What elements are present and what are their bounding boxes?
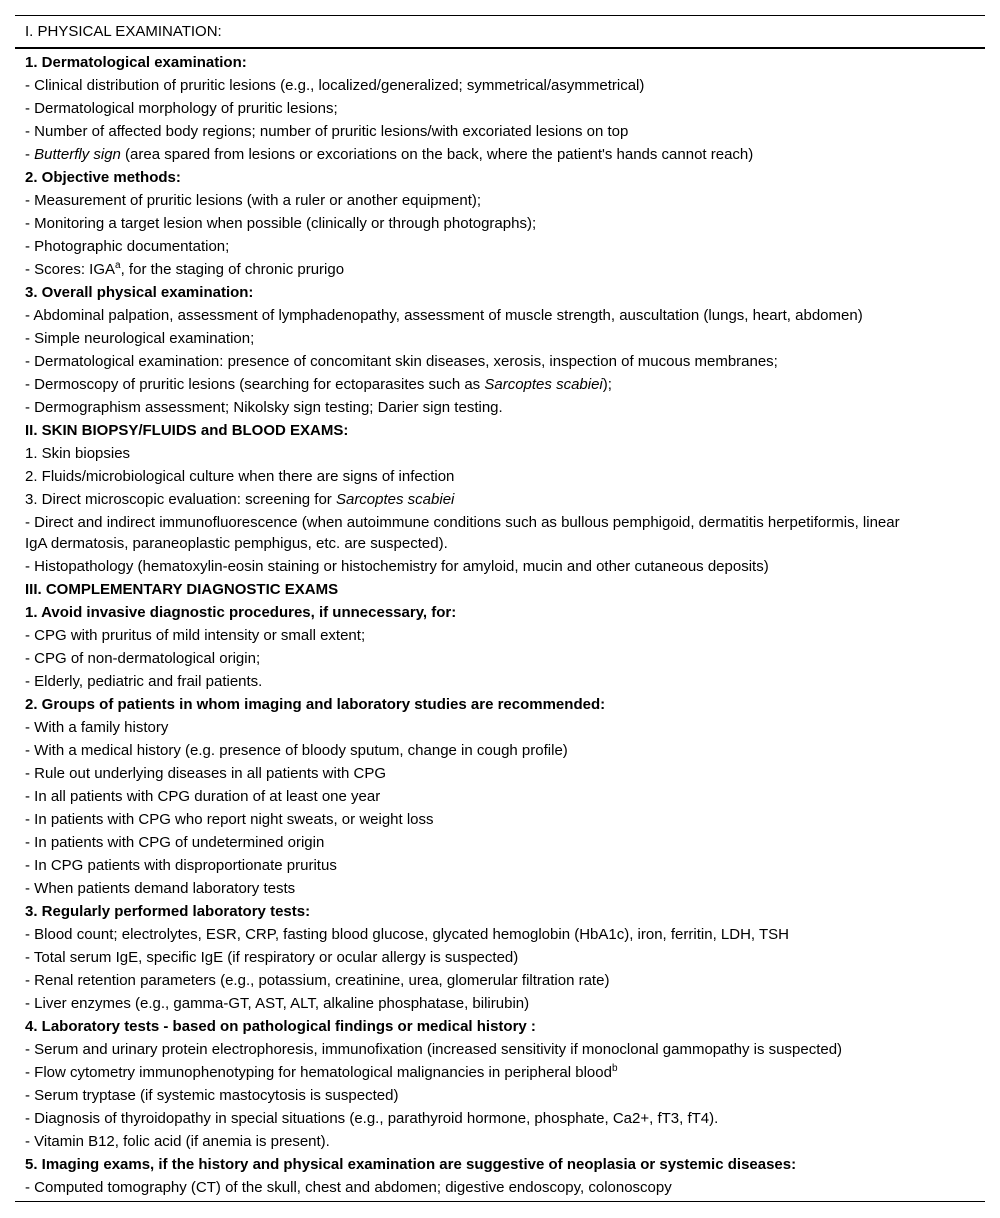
list-item <box>15 831 985 854</box>
list-item <box>15 511 985 555</box>
row-text: - Vitamin B12, folic acid (if anemia is present). <box>25 1133 330 1150</box>
row-text: - With a family history <box>25 719 169 736</box>
row-text: - CPG with pruritus of mild intensity or small extent; <box>25 627 366 644</box>
section-heading <box>15 166 985 189</box>
row-text: 1. Skin biopsies <box>25 445 131 462</box>
row-text: - In CPG patients with disproportionate pruritus <box>25 857 337 874</box>
row-text: - Monitoring a target lesion when possible (clinically or through photographs); <box>25 215 537 232</box>
row-text: - Serum tryptase (if systemic mastocytosis is suspected) <box>25 1087 399 1104</box>
list-item <box>15 716 985 739</box>
row-text: - In patients with CPG who report night sweats, or weight loss <box>25 811 434 828</box>
section-heading <box>15 601 985 624</box>
row-text: 2. Objective methods: <box>25 169 181 186</box>
list-item <box>15 74 985 97</box>
list-item <box>15 1038 985 1061</box>
row-text: - Histopathology (hematoxylin-eosin staining or histochemistry for amyloid, mucin and other cutaneous deposits) <box>25 558 769 575</box>
row-text: 1. Dermatological examination: <box>25 54 247 71</box>
row-text: - Renal retention parameters (e.g., potassium, creatinine, urea, glomerular filtration rate) <box>25 972 610 989</box>
list-item <box>15 647 985 670</box>
list-item <box>15 327 985 350</box>
list-item <box>15 946 985 969</box>
row-text: 3. Overall physical examination: <box>25 284 254 301</box>
footnote-marker: b <box>611 1063 618 1074</box>
list-item <box>15 785 985 808</box>
row-text: - Elderly, pediatric and frail patients. <box>25 673 263 690</box>
section-heading <box>15 51 985 74</box>
list-item <box>15 373 985 396</box>
table-bottom-rule <box>15 1201 985 1202</box>
row-text: - CPG of non-dermatological origin; <box>25 650 261 667</box>
italic-term: Sarcoptes scabiei <box>484 376 603 393</box>
row-text: - Scores: IGA <box>25 261 116 278</box>
list-item <box>15 670 985 693</box>
row-text: , for the staging of chronic prurigo <box>120 261 345 278</box>
row-text: - In all patients with CPG duration of at least one year <box>25 788 381 805</box>
section-heading <box>15 693 985 716</box>
row-text: 3. Regularly performed laboratory tests: <box>25 903 311 920</box>
list-item <box>15 235 985 258</box>
row-text: - Blood count; electrolytes, ESR, CRP, fasting blood glucose, glycated hemoglobin (HbA1c), iron, ferritin, LDH, TSH <box>25 926 789 943</box>
section-heading <box>15 281 985 304</box>
table-header: I. PHYSICAL EXAMINATION: <box>15 16 985 49</box>
row-text: 4. Laboratory tests - based on pathological findings or medical history : <box>25 1018 536 1035</box>
list-item <box>15 143 985 166</box>
list-item <box>15 1061 985 1084</box>
table-body <box>15 49 985 1199</box>
row-text: 3. Direct microscopic evaluation: screening for <box>25 491 336 508</box>
list-item <box>15 1130 985 1153</box>
list-item <box>15 304 985 327</box>
section-heading <box>15 1153 985 1176</box>
row-text: ); <box>602 376 612 393</box>
row-text: (area spared from lesions or excoriations on the back, where the patient's hands cannot reach) <box>120 146 754 163</box>
list-item <box>15 923 985 946</box>
footnote-marker: a <box>115 260 121 271</box>
list-item <box>15 992 985 1015</box>
list-item <box>15 1107 985 1130</box>
row-text: - <box>25 146 35 163</box>
exam-table <box>15 15 985 1202</box>
list-item <box>15 350 985 373</box>
row-text: - In patients with CPG of undetermined origin <box>25 834 325 851</box>
row-text: - Diagnosis of thyroidopathy in special situations (e.g., parathyroid hormone, phosphate, Ca2+, fT3, fT4). <box>25 1110 719 1127</box>
row-text: - Dermatological examination: presence of concomitant skin diseases, xerosis, inspection of mucous membranes; <box>25 353 778 370</box>
row-text: - Measurement of pruritic lesions (with a ruler or another equipment); <box>25 192 482 209</box>
italic-term: Butterfly sign <box>34 146 121 163</box>
list-item <box>15 442 985 465</box>
row-text: - Clinical distribution of pruritic lesions (e.g., localized/generalized; symmetrical/asymmetrical) <box>25 77 645 94</box>
list-item <box>15 97 985 120</box>
list-item <box>15 1176 985 1199</box>
row-text: 2. Fluids/microbiological culture when there are signs of infection <box>25 468 455 485</box>
list-item <box>15 212 985 235</box>
section-heading <box>15 419 985 442</box>
list-item <box>15 739 985 762</box>
list-item <box>15 120 985 143</box>
row-text: II. SKIN BIOPSY/FLUIDS and BLOOD EXAMS: <box>25 422 349 439</box>
row-text: - Simple neurological examination; <box>25 330 255 347</box>
section-heading <box>15 1015 985 1038</box>
list-item <box>15 488 985 511</box>
list-item <box>15 854 985 877</box>
list-item <box>15 877 985 900</box>
list-item <box>15 189 985 212</box>
row-text: 1. Avoid invasive diagnostic procedures, if unnecessary, for: <box>25 604 457 621</box>
list-item <box>15 1084 985 1107</box>
list-item <box>15 808 985 831</box>
row-text: - When patients demand laboratory tests <box>25 880 296 897</box>
section-heading <box>15 900 985 923</box>
italic-term: Sarcoptes scabiei <box>335 491 455 508</box>
list-item <box>15 624 985 647</box>
list-item <box>15 555 985 578</box>
row-text: - Total serum IgE, specific IgE (if respiratory or ocular allergy is suspected) <box>25 949 519 966</box>
row-text: - Serum and urinary protein electrophoresis, immunofixation (increased sensitivity if monoclonal gammopathy is suspected) <box>25 1041 843 1058</box>
row-text: - Liver enzymes (e.g., gamma-GT, AST, ALT, alkaline phosphatase, bilirubin) <box>25 995 530 1012</box>
row-text: - Computed tomography (CT) of the skull, chest and abdomen; digestive endoscopy, colonoscopy <box>25 1179 672 1196</box>
list-item <box>15 969 985 992</box>
row-text: III. COMPLEMENTARY DIAGNOSTIC EXAMS <box>25 581 339 598</box>
row-text: - With a medical history (e.g. presence of bloody sputum, change in cough profile) <box>25 742 568 759</box>
list-item <box>15 762 985 785</box>
row-text: 5. Imaging exams, if the history and physical examination are suggestive of neoplasia or systemic diseases: <box>25 1156 797 1173</box>
row-text: - Photographic documentation; <box>25 238 230 255</box>
row-text: - Number of affected body regions; number of pruritic lesions/with excoriated lesions on top <box>25 123 629 140</box>
row-text: - Dermographism assessment; Nikolsky sign testing; Darier sign testing. <box>25 399 503 416</box>
row-text: - Direct and indirect immunofluorescence (when autoimmune conditions such as bullous pemphigoid, dermatitis herpetiformis, linear IgA dermatosis, paraneoplastic pemphigus, etc. are suspected). <box>25 514 900 552</box>
row-text: - Abdominal palpation, assessment of lymphadenopathy, assessment of muscle strength, auscultation (lungs, heart, abdomen) <box>25 307 863 324</box>
list-item <box>15 465 985 488</box>
list-item <box>15 396 985 419</box>
list-item <box>15 258 985 281</box>
row-text: - Dermatological morphology of pruritic lesions; <box>25 100 338 117</box>
row-text: - Dermoscopy of pruritic lesions (searching for ectoparasites such as <box>25 376 485 393</box>
section-heading <box>15 578 985 601</box>
row-text: - Flow cytometry immunophenotyping for hematological malignancies in peripheral blood <box>25 1064 612 1081</box>
row-text: - Rule out underlying diseases in all patients with CPG <box>25 765 387 782</box>
row-text: 2. Groups of patients in whom imaging and laboratory studies are recommended: <box>25 696 606 713</box>
